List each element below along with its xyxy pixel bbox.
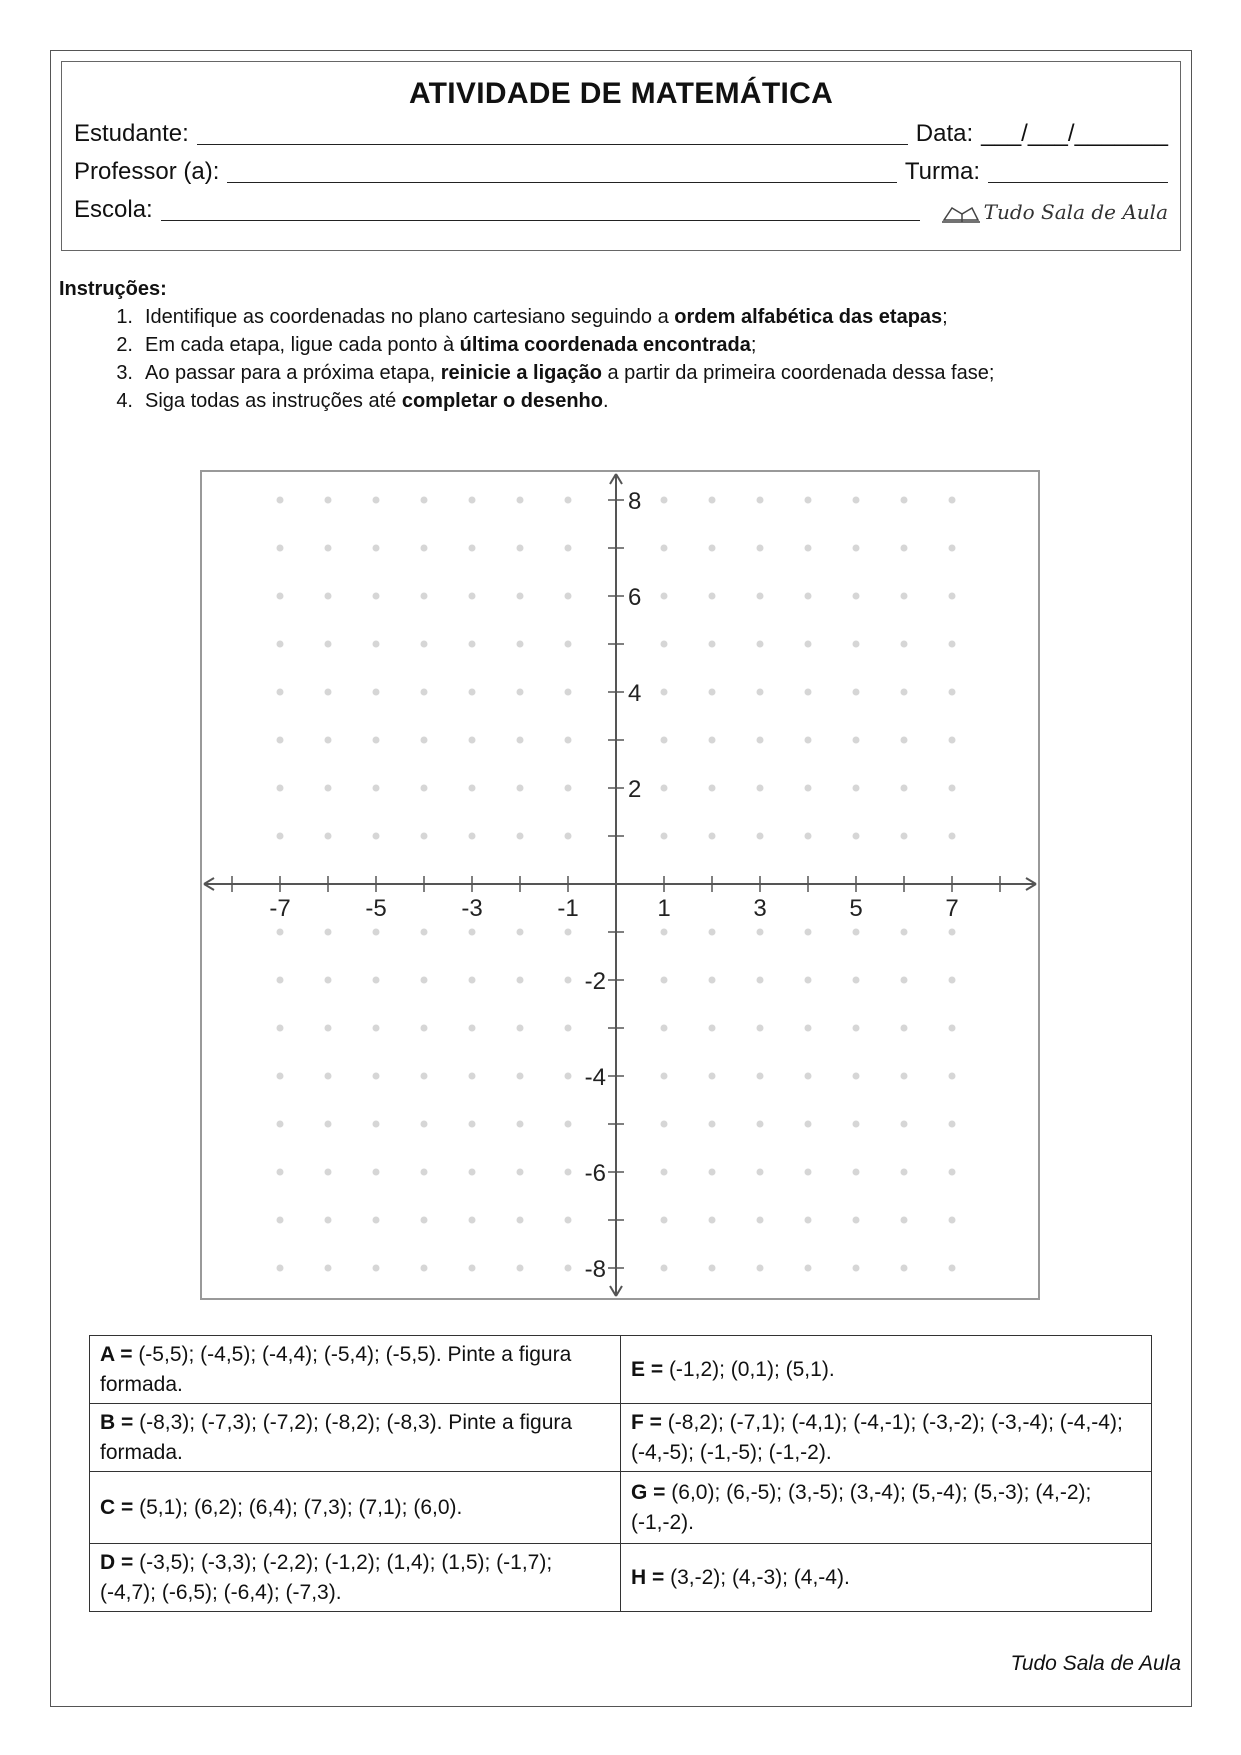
grid-dot [277,593,284,600]
grid-dot [469,593,476,600]
grid-dot [757,1169,764,1176]
grid-dot [949,545,956,552]
grid-dot [805,785,812,792]
grid-dot [949,1025,956,1032]
teacher-row [74,158,1168,186]
grid-dot [373,497,380,504]
grid-dot [277,1169,284,1176]
grid-dot [325,593,332,600]
grid-dot [709,833,716,840]
grid-dot [325,1169,332,1176]
grid-dot [277,737,284,744]
grid-dot [901,1265,908,1272]
grid-dot [277,1073,284,1080]
grid-dot [469,1025,476,1032]
grid-dot [805,641,812,648]
grid-dot [517,689,524,696]
table-cell: B = (-8,3); (-7,3); (-7,2); (-8,2); (-8,3). Pinte a figura formada. [90,1404,621,1472]
grid-dot [373,1169,380,1176]
grid-dot [421,1025,428,1032]
grid-dot [469,1073,476,1080]
grid-dot [469,1217,476,1224]
grid-dot [565,785,572,792]
header-box [61,61,1181,251]
grid-dot [853,593,860,600]
grid-dot [565,641,572,648]
grid-dot [757,1265,764,1272]
grid-dot [325,545,332,552]
grid-dot [325,1265,332,1272]
grid-dot [565,1073,572,1080]
grid-dot [421,929,428,936]
grid-dot [373,1073,380,1080]
grid-dot [853,737,860,744]
y-tick-label: -2 [584,968,606,995]
grid-dot [421,689,428,696]
date-label: Data: [915,120,974,147]
y-tick-label: 2 [628,776,642,803]
instructions-title: Instruções: [59,278,167,300]
grid-dot [421,593,428,600]
y-tick-label: 6 [628,584,642,611]
grid-dot [901,929,908,936]
logo-text: Tudo Sala de Aula [983,200,1168,224]
grid-dot [565,1217,572,1224]
grid-dot [901,785,908,792]
grid-dot [853,689,860,696]
grid-dot [661,1217,668,1224]
grid-dot [901,977,908,984]
instructions [59,278,1179,418]
table-row [90,1472,1152,1544]
grid-dot [805,929,812,936]
grid-dot [421,833,428,840]
grid-dot [805,1169,812,1176]
grid-dot [517,497,524,504]
grid-dot [757,833,764,840]
grid-dot [277,929,284,936]
x-tick-label: 3 [753,895,767,922]
grid-dot [277,833,284,840]
grid-dot [853,785,860,792]
grid-dot [949,1265,956,1272]
grid-dot [661,737,668,744]
instruction-item [95,390,1179,413]
grid-dot [325,641,332,648]
grid-dot [277,497,284,504]
grid-dot [901,545,908,552]
grid-dot [565,1169,572,1176]
instruction-number: 1. [116,306,133,328]
x-tick-label: 7 [945,895,959,922]
grid-dot [853,497,860,504]
grid-dot [565,593,572,600]
grid-dot [421,1073,428,1080]
grid-dot [709,1169,716,1176]
grid-dot [757,1121,764,1128]
table-cell: G = (6,0); (6,-5); (3,-5); (3,-4); (5,-4); (5,-3); (4,-2); (-1,-2). [621,1472,1152,1544]
grid-dot [853,977,860,984]
grid-dot [325,833,332,840]
grid-dot [709,641,716,648]
grid-dot [277,1121,284,1128]
x-tick-label: 1 [657,895,671,922]
grid-dot [901,1025,908,1032]
grid-dot [565,689,572,696]
grid-dot [373,977,380,984]
grid-dot [805,833,812,840]
table-cell: D = (-3,5); (-3,3); (-2,2); (-1,2); (1,4); (1,5); (-1,7); (-4,7); (-6,5); (-6,4); (-7,3). [90,1544,621,1612]
grid-dot [949,593,956,600]
date-field[interactable]: ___/___/_______ [981,120,1168,147]
table-row [90,1544,1152,1612]
grid-dot [709,929,716,936]
grid-dot [517,641,524,648]
grid-dot [853,1121,860,1128]
grid-dot [901,1121,908,1128]
grid-dot [517,929,524,936]
grid-dot [901,833,908,840]
grid-dot [325,689,332,696]
grid-dot [277,1217,284,1224]
grid-dot [901,497,908,504]
grid-dot [949,737,956,744]
grid-dot [325,1217,332,1224]
y-tick-label: -8 [584,1256,606,1283]
grid-dot [469,1169,476,1176]
class-label: Turma: [904,158,980,185]
teacher-label: Professor (a): [74,158,220,185]
grid-dot [709,1121,716,1128]
grid-dot [901,641,908,648]
school-label: Escola: [74,196,153,223]
instruction-number: 3. [116,362,133,384]
grid-dot [853,545,860,552]
grid-dot [277,785,284,792]
grid-dot [469,929,476,936]
grid-dot [709,593,716,600]
grid-dot [277,977,284,984]
grid-dot [421,641,428,648]
grid-dot [277,689,284,696]
grid-dot [661,977,668,984]
grid-dot [517,1265,524,1272]
grid-dot [853,1169,860,1176]
grid-dot [373,833,380,840]
grid-dot [661,833,668,840]
grid-dot [421,545,428,552]
grid-dot [805,689,812,696]
grid-dot [373,737,380,744]
grid-dot [373,929,380,936]
grid-dot [661,1169,668,1176]
grid-dot [661,593,668,600]
grid-dot [805,497,812,504]
y-tick-label: -4 [584,1064,606,1091]
grid-dot [853,1025,860,1032]
grid-dot [757,689,764,696]
grid-dot [757,977,764,984]
grid-dot [757,1025,764,1032]
grid-dot [661,1121,668,1128]
grid-dot [373,785,380,792]
grid-dot [805,1025,812,1032]
grid-dot [661,689,668,696]
table-cell: H = (3,-2); (4,-3); (4,-4). [621,1544,1152,1612]
grid-dot [757,1073,764,1080]
grid-dot [901,689,908,696]
grid-dot [661,1073,668,1080]
grid-dot [661,785,668,792]
grid-dot [517,1025,524,1032]
footer-text: Tudo Sala de Aula [1010,1652,1181,1675]
grid-dot [805,1217,812,1224]
x-tick-label: -3 [461,895,483,922]
page-title: ATIVIDADE DE MATEMÁTICA [408,77,834,110]
y-tick-label: 8 [628,488,642,515]
grid-dot [421,497,428,504]
table-cell: F = (-8,2); (-7,1); (-4,1); (-4,-1); (-3,-2); (-3,-4); (-4,-4); (-4,-5); (-1,-5); (-1,-2). [621,1404,1152,1472]
table-cell: C = (5,1); (6,2); (6,4); (7,3); (7,1); (6,0). [90,1472,621,1544]
grid-dot [757,1217,764,1224]
grid-dot [805,737,812,744]
grid-dot [517,1169,524,1176]
grid-dot [373,1265,380,1272]
grid-dot [949,689,956,696]
grid-dot [469,1121,476,1128]
grid-dot [277,545,284,552]
grid-dot [565,1121,572,1128]
grid-dot [805,1121,812,1128]
grid-dot [421,785,428,792]
instruction-item [95,362,1179,385]
grid-dot [517,1121,524,1128]
grid-dot [469,641,476,648]
grid-dot [325,785,332,792]
grid-dot [661,1265,668,1272]
grid-dot [421,737,428,744]
grid-dot [949,1121,956,1128]
grid-dot [661,641,668,648]
grid-dot [565,497,572,504]
grid-dot [901,593,908,600]
instruction-text: Siga todas as instruções até completar o desenho. [145,390,609,412]
grid-dot [949,497,956,504]
grid-dot [517,1217,524,1224]
grid-dot [853,1265,860,1272]
grid-dot [565,1025,572,1032]
grid-dot [517,833,524,840]
grid-dot [325,497,332,504]
grid-dot [469,545,476,552]
instruction-number: 4. [116,390,133,412]
grid-dot [373,1217,380,1224]
grid-dot [565,737,572,744]
grid-dot [325,1121,332,1128]
grid-dot [709,737,716,744]
grid-dot [709,1025,716,1032]
book-icon [942,200,980,224]
grid-dot [469,737,476,744]
grid-dot [373,1025,380,1032]
instruction-text: Em cada etapa, ligue cada ponto à última coordenada encontrada; [145,334,757,356]
grid-dot [373,641,380,648]
grid-dot [949,929,956,936]
student-field[interactable] [197,124,908,145]
grid-dot [565,833,572,840]
grid-dot [277,641,284,648]
grid-dot [901,737,908,744]
x-tick-label: -7 [269,895,291,922]
grid-dot [517,785,524,792]
grid-dot [949,1217,956,1224]
grid-dot [853,1073,860,1080]
table-row [90,1336,1152,1404]
grid-dot [949,977,956,984]
grid-dot [709,785,716,792]
grid-dot [277,1265,284,1272]
grid-dot [853,833,860,840]
x-tick-label: 5 [849,895,863,922]
grid-dot [277,1025,284,1032]
school-field[interactable] [161,200,920,221]
grid-dot [421,1217,428,1224]
grid-dot [565,1265,572,1272]
grid-dot [517,737,524,744]
grid-dot [661,1025,668,1032]
grid-dot [805,593,812,600]
grid-dot [325,977,332,984]
grid-dot [709,977,716,984]
grid-dot [373,1121,380,1128]
grid-dot [565,545,572,552]
grid-dot [421,977,428,984]
grid-dot [709,1265,716,1272]
class-field[interactable] [988,162,1168,183]
grid-dot [805,545,812,552]
table-cell: E = (-1,2); (0,1); (5,1). [621,1336,1152,1404]
grid-dot [469,785,476,792]
grid-dot [517,545,524,552]
grid-dot [373,689,380,696]
grid-dot [949,1073,956,1080]
grid-dot [469,1265,476,1272]
instruction-text: Identifique as coordenadas no plano cartesiano seguindo a ordem alfabética das etapas; [145,306,948,328]
logo [942,200,1168,224]
grid-dot [805,977,812,984]
y-tick-label: 4 [628,680,642,707]
grid-dot [517,593,524,600]
grid-dot [325,1073,332,1080]
grid-dot [709,689,716,696]
grid-dot [949,833,956,840]
grid-dot [949,785,956,792]
grid-dot [325,737,332,744]
instruction-item [95,334,1179,357]
grid-dot [709,1073,716,1080]
instruction-text: Ao passar para a próxima etapa, reinicie a ligação a partir da primeira coordenada dessa fase; [145,362,995,384]
grid-dot [757,593,764,600]
grid-dot [757,737,764,744]
student-label: Estudante: [74,120,189,147]
grid-dot [517,1073,524,1080]
y-tick-label: -6 [584,1160,606,1187]
grid-dot [469,833,476,840]
school-row [74,196,1168,224]
x-tick-label: -1 [557,895,579,922]
grid-dot [901,1217,908,1224]
grid-dot [901,1073,908,1080]
grid-dot [709,497,716,504]
grid-dot [565,929,572,936]
grid-dot [373,593,380,600]
grid-dot [421,1169,428,1176]
instruction-number: 2. [116,334,133,356]
grid-dot [805,1073,812,1080]
x-tick-label: -5 [365,895,387,922]
grid-dot [901,1169,908,1176]
grid-dot [661,929,668,936]
grid-dot [853,641,860,648]
grid-dot [757,497,764,504]
grid-dot [421,1121,428,1128]
grid-dot [949,641,956,648]
cartesian-plane[interactable] [200,470,1040,1300]
table-row [90,1404,1152,1472]
grid-dot [853,929,860,936]
grid-dot [661,545,668,552]
grid-dot [421,1265,428,1272]
grid-dot [373,545,380,552]
grid-dot [469,689,476,696]
grid-dot [517,977,524,984]
coordinates-table [89,1335,1152,1612]
grid-dot [325,929,332,936]
table-cell: A = (-5,5); (-4,5); (-4,4); (-5,4); (-5,5). Pinte a figura formada. [90,1336,621,1404]
instruction-item [95,306,1179,329]
student-row [74,120,1168,148]
grid-dot [565,977,572,984]
grid-dot [469,497,476,504]
grid-dot [805,1265,812,1272]
grid-dot [709,1217,716,1224]
grid-dot [949,1169,956,1176]
grid-dot [709,545,716,552]
grid-dot [757,641,764,648]
grid-dot [757,545,764,552]
grid-dot [325,1025,332,1032]
grid-dot [853,1217,860,1224]
grid-dot [661,497,668,504]
teacher-field[interactable] [227,162,897,183]
grid-dot [757,929,764,936]
grid-dot [469,977,476,984]
grid-dot [757,785,764,792]
